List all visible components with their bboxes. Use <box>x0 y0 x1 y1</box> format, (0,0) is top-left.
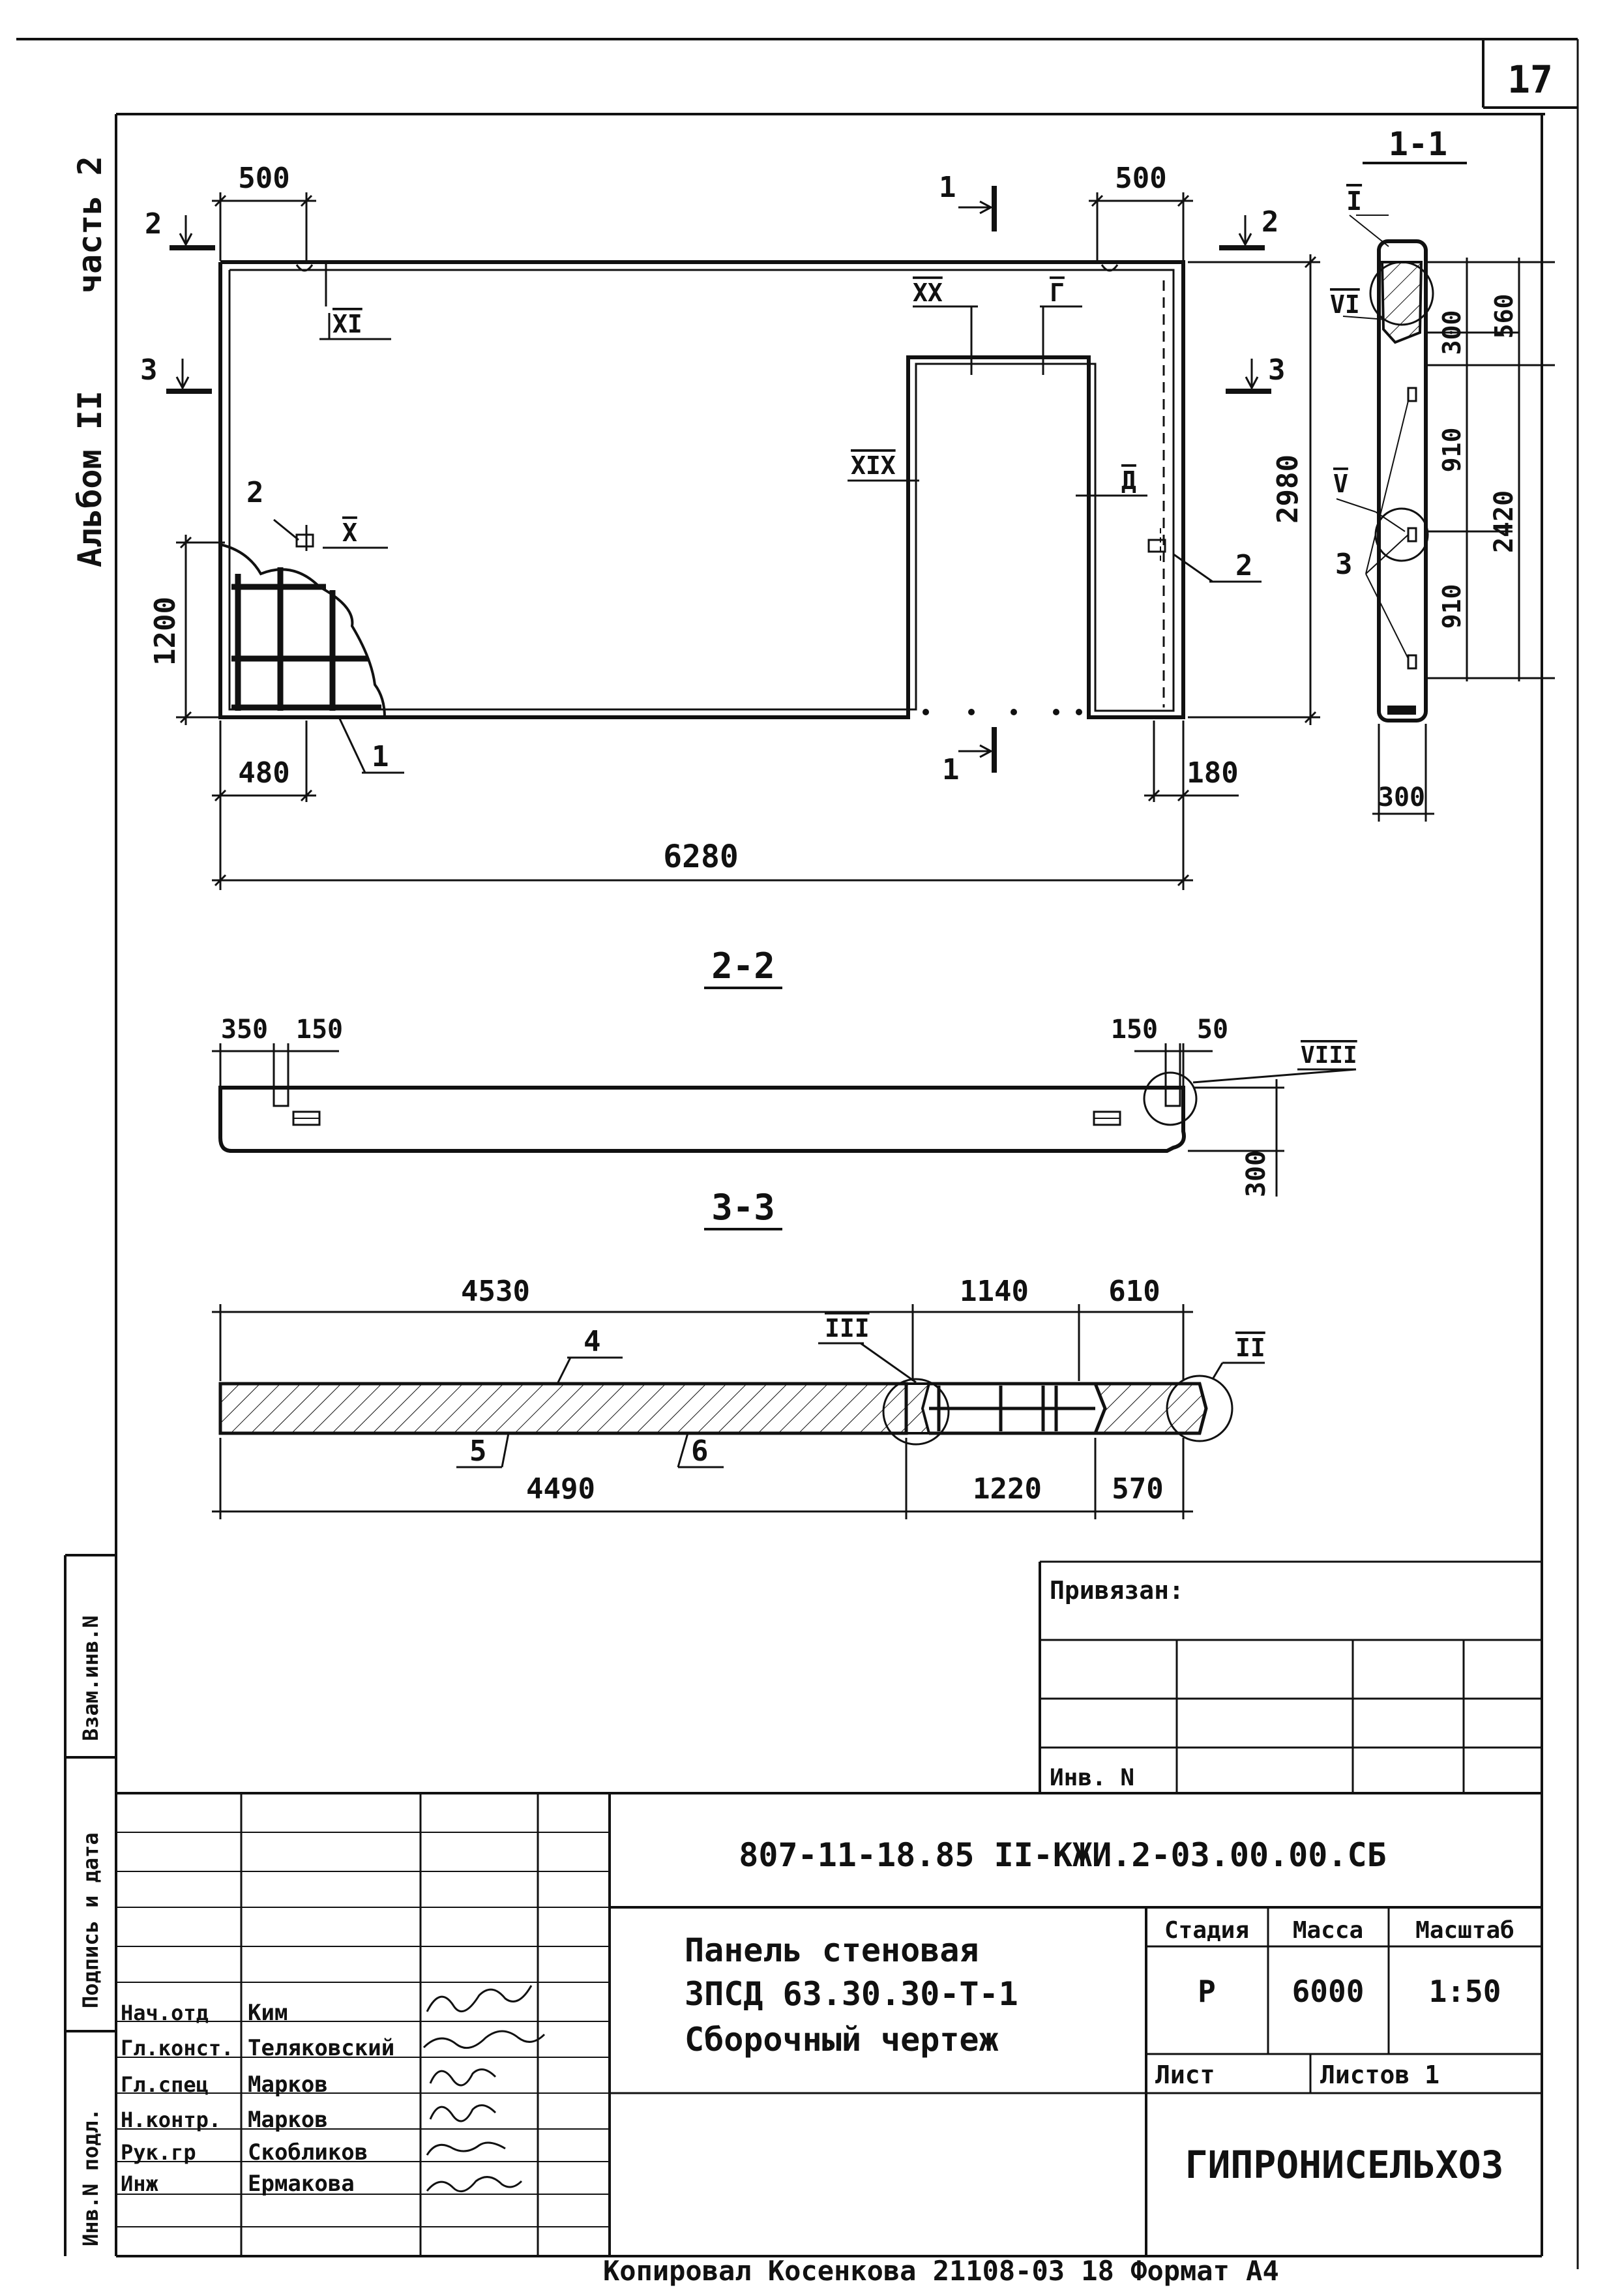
callout-d: Д <box>1121 466 1136 495</box>
signatures <box>424 1986 544 2192</box>
dim-1200: 1200 <box>149 597 182 666</box>
cut-2-right-label: 2 <box>1262 205 1279 239</box>
s33-callout-ii: II <box>1235 1333 1265 1362</box>
mass-header: Масса <box>1292 1917 1364 1944</box>
privyazan-label: Привязан: <box>1050 1576 1184 1605</box>
scale-header: Масштаб <box>1415 1917 1514 1944</box>
s11-callout-3: 3 <box>1335 548 1353 581</box>
sheets-label: Листов 1 <box>1320 2061 1440 2089</box>
mass-value: 6000 <box>1292 1974 1365 2009</box>
organization-name: ГИПРОНИСЕЛЬХОЗ <box>1185 2143 1504 2187</box>
staff-name: Ким <box>248 2000 288 2026</box>
section-1-1 <box>1336 163 1555 822</box>
panel-elevation <box>220 262 1183 717</box>
staff-role: Гл.спец <box>121 2072 209 2097</box>
drawing-title-line-1: Панель стеновая <box>685 1931 979 1969</box>
callout-xi: XI <box>332 310 362 338</box>
album-label: Альбом II <box>71 391 109 567</box>
stamp-signdate-label: Подпись и дата <box>78 1832 103 2008</box>
dim-480: 480 <box>238 756 290 790</box>
section-2-2-title: 2-2 <box>711 945 775 987</box>
dim-500-right: 500 <box>1115 162 1167 195</box>
s22-dim-350: 350 <box>220 1015 269 1045</box>
drawing-title-line-3: Сборочный чертеж <box>685 2021 999 2059</box>
staff-role: Инж <box>121 2171 158 2196</box>
section-3-3 <box>212 1229 1265 1519</box>
s33-dim-4530: 4530 <box>461 1275 530 1308</box>
callout-xix: XIX <box>851 451 896 480</box>
s11-dim-2420: 2420 <box>1489 490 1519 554</box>
stage-header: Стадия <box>1164 1917 1250 1944</box>
s33-dim-570: 570 <box>1112 1472 1164 1506</box>
s33-callout-iii: III <box>825 1314 870 1343</box>
drawing-title-line-2: 3ПСД 63.30.30-Т-1 <box>685 1975 1018 2013</box>
part-label: часть 2 <box>71 156 109 293</box>
footer-line: Копировал Косенкова 21108-03 18 Формат А4 <box>603 2255 1279 2287</box>
s11-callout-vi: VI <box>1330 290 1360 319</box>
cut-1-top-label: 1 <box>939 171 956 204</box>
dim-180: 180 <box>1187 756 1239 790</box>
stamp-invpodl-label: Инв.N подл. <box>78 2108 103 2246</box>
staff-role: Рук.гр <box>121 2140 196 2165</box>
inv-no-label: Инв. N <box>1050 1764 1135 1791</box>
s22-dim-50: 50 <box>1196 1015 1229 1045</box>
section-2-2 <box>212 988 1356 1197</box>
section-1-1-title: 1-1 <box>1388 125 1448 163</box>
callout-1: 1 <box>372 740 389 773</box>
s22-dim-300: 300 <box>1241 1150 1271 1198</box>
sheet-label: Лист <box>1155 2061 1215 2089</box>
s33-dim-1220: 1220 <box>973 1472 1042 1506</box>
cut-3-left-label: 3 <box>140 353 158 387</box>
s11-dim-300-bottom: 300 <box>1378 782 1426 812</box>
cut-3-right-label: 3 <box>1268 353 1286 387</box>
s33-dim-1140: 1140 <box>960 1275 1029 1308</box>
s33-callout-5: 5 <box>469 1435 487 1468</box>
stamp-vzam-label: Взам.инв.N <box>78 1615 103 1741</box>
dim-6280: 6280 <box>663 839 739 875</box>
staff-role: Н.контр. <box>121 2107 222 2132</box>
s11-callout-i: I <box>1346 186 1363 216</box>
s22-dim-150-left: 150 <box>295 1015 344 1045</box>
staff-name: Марков <box>248 2107 328 2133</box>
s33-dim-4490: 4490 <box>526 1472 595 1506</box>
callout-2-left: 2 <box>246 476 264 509</box>
s22-callout-viii: VIII <box>1301 1042 1357 1069</box>
s11-dim-300-top: 300 <box>1438 310 1466 355</box>
sheet-number: 17 <box>1507 57 1553 102</box>
s11-callout-v: V <box>1333 469 1348 498</box>
staff-role: Гл.конст. <box>121 2036 234 2061</box>
staff-name: Ермакова <box>248 2171 355 2197</box>
staff-role: Нач.отд <box>121 2001 209 2025</box>
scale-value: 1:50 <box>1428 1974 1501 2009</box>
staff-rows <box>121 2000 394 2197</box>
s33-callout-4: 4 <box>583 1325 601 1358</box>
s11-dim-910-a: 910 <box>1438 427 1466 473</box>
s33-callout-6: 6 <box>691 1435 709 1468</box>
cut-1-bottom-label: 1 <box>942 753 960 786</box>
s11-dim-560: 560 <box>1490 293 1518 339</box>
section-3-3-title: 3-3 <box>711 1187 775 1228</box>
s22-dim-150-right: 150 <box>1110 1015 1159 1045</box>
elevation-leaders <box>274 262 1262 773</box>
s33-dim-610: 610 <box>1108 1275 1160 1308</box>
dim-2980: 2980 <box>1271 454 1305 524</box>
callout-2-right: 2 <box>1235 549 1253 582</box>
staff-name: Скобликов <box>248 2139 368 2165</box>
staff-name: Теляковский <box>248 2035 395 2061</box>
callout-xx: XX <box>913 278 943 307</box>
callout-g: Г <box>1050 278 1065 307</box>
cut-2-left-label: 2 <box>145 207 162 241</box>
document-code: 807-11-18.85 II-КЖИ.2-03.00.00.СБ <box>739 1836 1387 1874</box>
stage-value: Р <box>1198 1974 1216 2009</box>
dim-500-left: 500 <box>238 162 290 195</box>
s11-dim-910-b: 910 <box>1438 584 1466 629</box>
callout-x: X <box>342 518 357 547</box>
staff-name: Марков <box>248 2072 328 2098</box>
